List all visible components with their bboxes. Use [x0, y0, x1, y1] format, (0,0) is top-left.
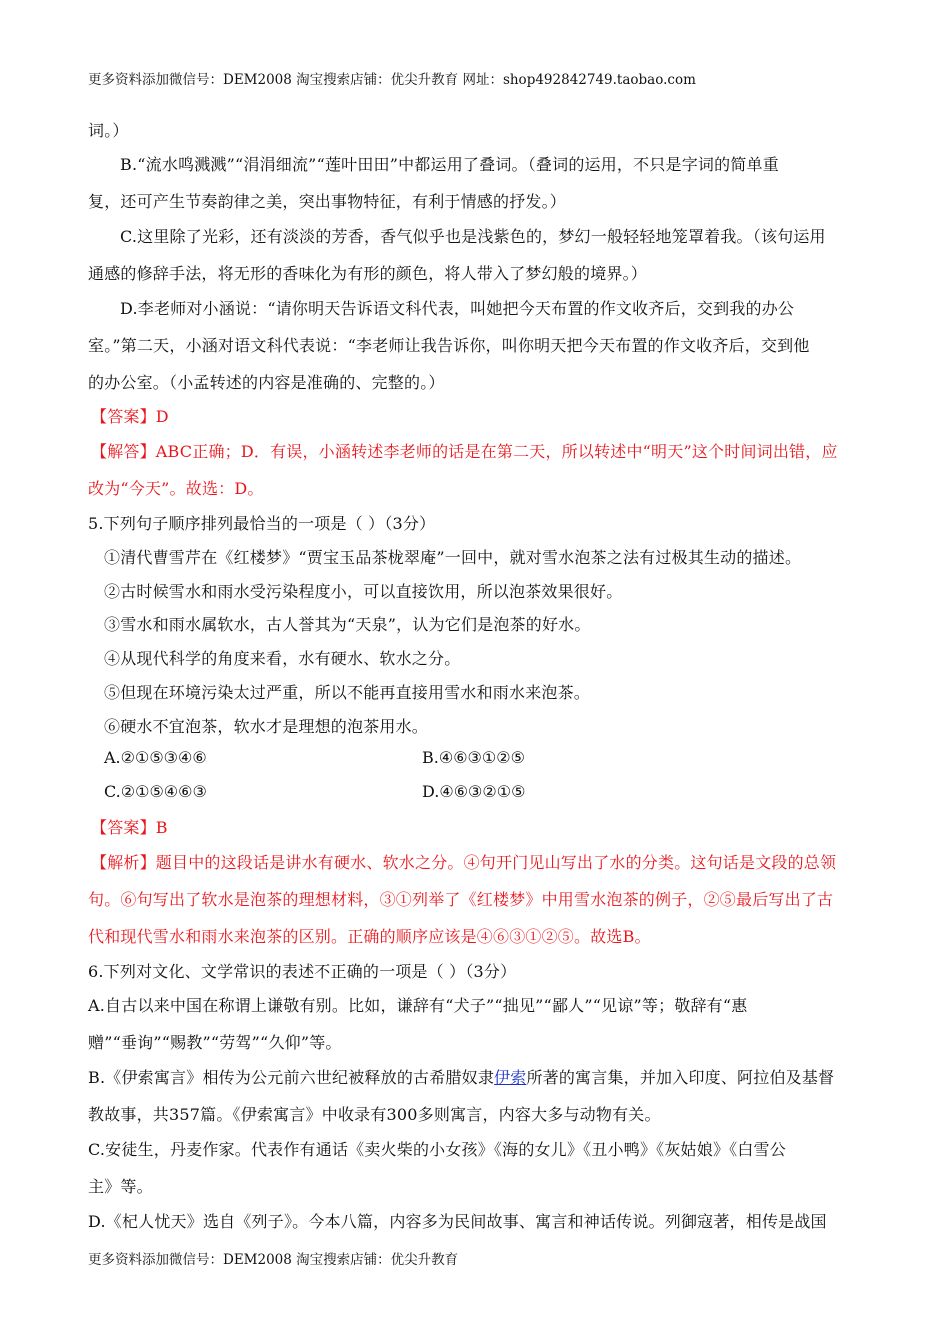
- q5-sentence-2: ②古时候雪水和雨水受污染程度小，可以直接饮用，所以泡茶效果很好。: [104, 582, 623, 601]
- q4-explanation-line1: 【解答】ABC正确；D．有误，小涵转述李老师的话是在第二天，所以转述中“明天”这个时间词出错，应: [91, 442, 838, 461]
- q5-stem: 5.下列句子顺序排列最恰当的一项是（ ）（3分）: [88, 514, 436, 533]
- q4-option-d-line2: 室。”第二天，小涵对语文科代表说：“李老师让我告诉你，叫你明天把今天布置的作文收齐后，交到他: [88, 336, 810, 355]
- q6-stem: 6.下列对文化、文学常识的表述不正确的一项是（ ）（3分）: [88, 962, 517, 981]
- q5-sentence-3: ③雪水和雨水属软水，古人誉其为“天泉”，认为它们是泡茶的好水。: [104, 615, 591, 634]
- yisuo-link[interactable]: 伊索: [494, 1068, 527, 1087]
- q6-option-b-text-pre: B.《伊索寓言》相传为公元前六世纪被释放的古希腊奴隶: [88, 1068, 495, 1087]
- q6-option-a-line2: 赠”“垂询”“赐教”“劳驾”“久仰”等。: [88, 1033, 342, 1052]
- q6-option-c-line1: C.安徒生，丹麦作家。代表作有通话《卖火柴的小女孩》《海的女儿》《丑小鸭》《灰姑娘》《白雪公: [88, 1140, 786, 1159]
- q6-option-b-text-post: 所著的寓言集，并加入印度、阿拉伯及基督: [526, 1068, 835, 1087]
- q5-option-a: A.②①⑤③④⑥: [104, 748, 207, 767]
- q6-option-b-line1: [88, 1065, 864, 1088]
- q5-option-c: C.②①⑤④⑥③: [104, 782, 207, 801]
- q5-option-b: B.④⑥③①②⑤: [422, 748, 525, 767]
- q6-option-d-line1: D.《杞人忧天》选自《列子》。今本八篇，内容多为民间故事、寓言和神话传说。列御寇著，相传是战国: [88, 1212, 827, 1231]
- q5-sentence-6: ⑥硬水不宜泡茶，软水才是理想的泡茶用水。: [104, 717, 429, 736]
- q4-option-d-line1: D.李老师对小涵说：“请你明天告诉语文科代表，叫她把今天布置的作文收齐后，交到我的办公: [120, 299, 795, 318]
- q4-answer: 【答案】D: [91, 407, 169, 426]
- q4-option-d-line3: 的办公室。（小孟转述的内容是准确的、完整的。）: [88, 373, 445, 392]
- q5-sentence-4: ④从现代科学的角度来看，水有硬水、软水之分。: [104, 649, 461, 668]
- q4-option-b-line1: B.“流水鸣溅溅”“涓涓细流”“莲叶田田”中都运用了叠词。（叠词的运用，不只是字词的简单重: [120, 155, 779, 174]
- q5-sentence-5: ⑤但现在环境污染太过严重，所以不能再直接用雪水和雨水来泡茶。: [104, 683, 591, 702]
- q5-sentence-1: ①清代曹雪芹在《红楼梦》“贾宝玉品茶栊翠庵”一回中，就对雪水泡茶之法有过极其生动的描述。: [104, 548, 802, 567]
- q4-explanation-line2: 改为“今天”。故选：D。: [88, 479, 264, 498]
- q5-explanation-line2: 句。⑥句写出了软水是泡茶的理想材料，③①列举了《红楼梦》中用雪水泡茶的例子，②⑤最后写出了古: [88, 890, 834, 909]
- q5-answer: 【答案】B: [91, 818, 168, 837]
- q6-option-c-line2: 主》等。: [88, 1177, 153, 1196]
- q4-continuation: 词。）: [88, 121, 129, 140]
- q5-option-d: D.④⑥③②①⑤: [422, 782, 526, 801]
- q4-option-c-line2: 通感的修辞手法，将无形的香味化为有形的颜色，将人带入了梦幻般的境界。）: [88, 264, 648, 283]
- q5-explanation-line3: 代和现代雪水和雨水来泡茶的区别。正确的顺序应该是④⑥③①②⑤。故选B。: [88, 927, 651, 946]
- q6-option-b-line2: 教故事，共357篇。《伊索寓言》中收录有300多则寓言，内容大多与动物有关。: [88, 1105, 661, 1124]
- page-footer: 更多资料添加微信号：DEM2008 淘宝搜索店铺：优尖升教育: [88, 1252, 459, 1268]
- q4-option-c-line1: C.这里除了光彩，还有淡淡的芳香，香气似乎也是浅紫色的，梦幻一般轻轻地笼罩着我。（该句运用: [120, 227, 826, 246]
- page-header: 更多资料添加微信号：DEM2008 淘宝搜索店铺：优尖升教育 网址：shop492842749.taobao.com: [88, 72, 696, 88]
- q5-explanation-line1: 【解析】题目中的这段话是讲水有硬水、软水之分。④句开门见山写出了水的分类。这句话是文段的总领: [91, 853, 837, 872]
- q4-option-b-line2: 复，还可产生节奏韵律之美，突出事物特征，有利于情感的抒发。）: [88, 192, 567, 211]
- q6-option-a-line1: A.自古以来中国在称谓上谦敬有别。比如，谦辞有“犬子”“拙见”“鄙人”“见谅”等；敬辞有“惠: [88, 996, 748, 1015]
